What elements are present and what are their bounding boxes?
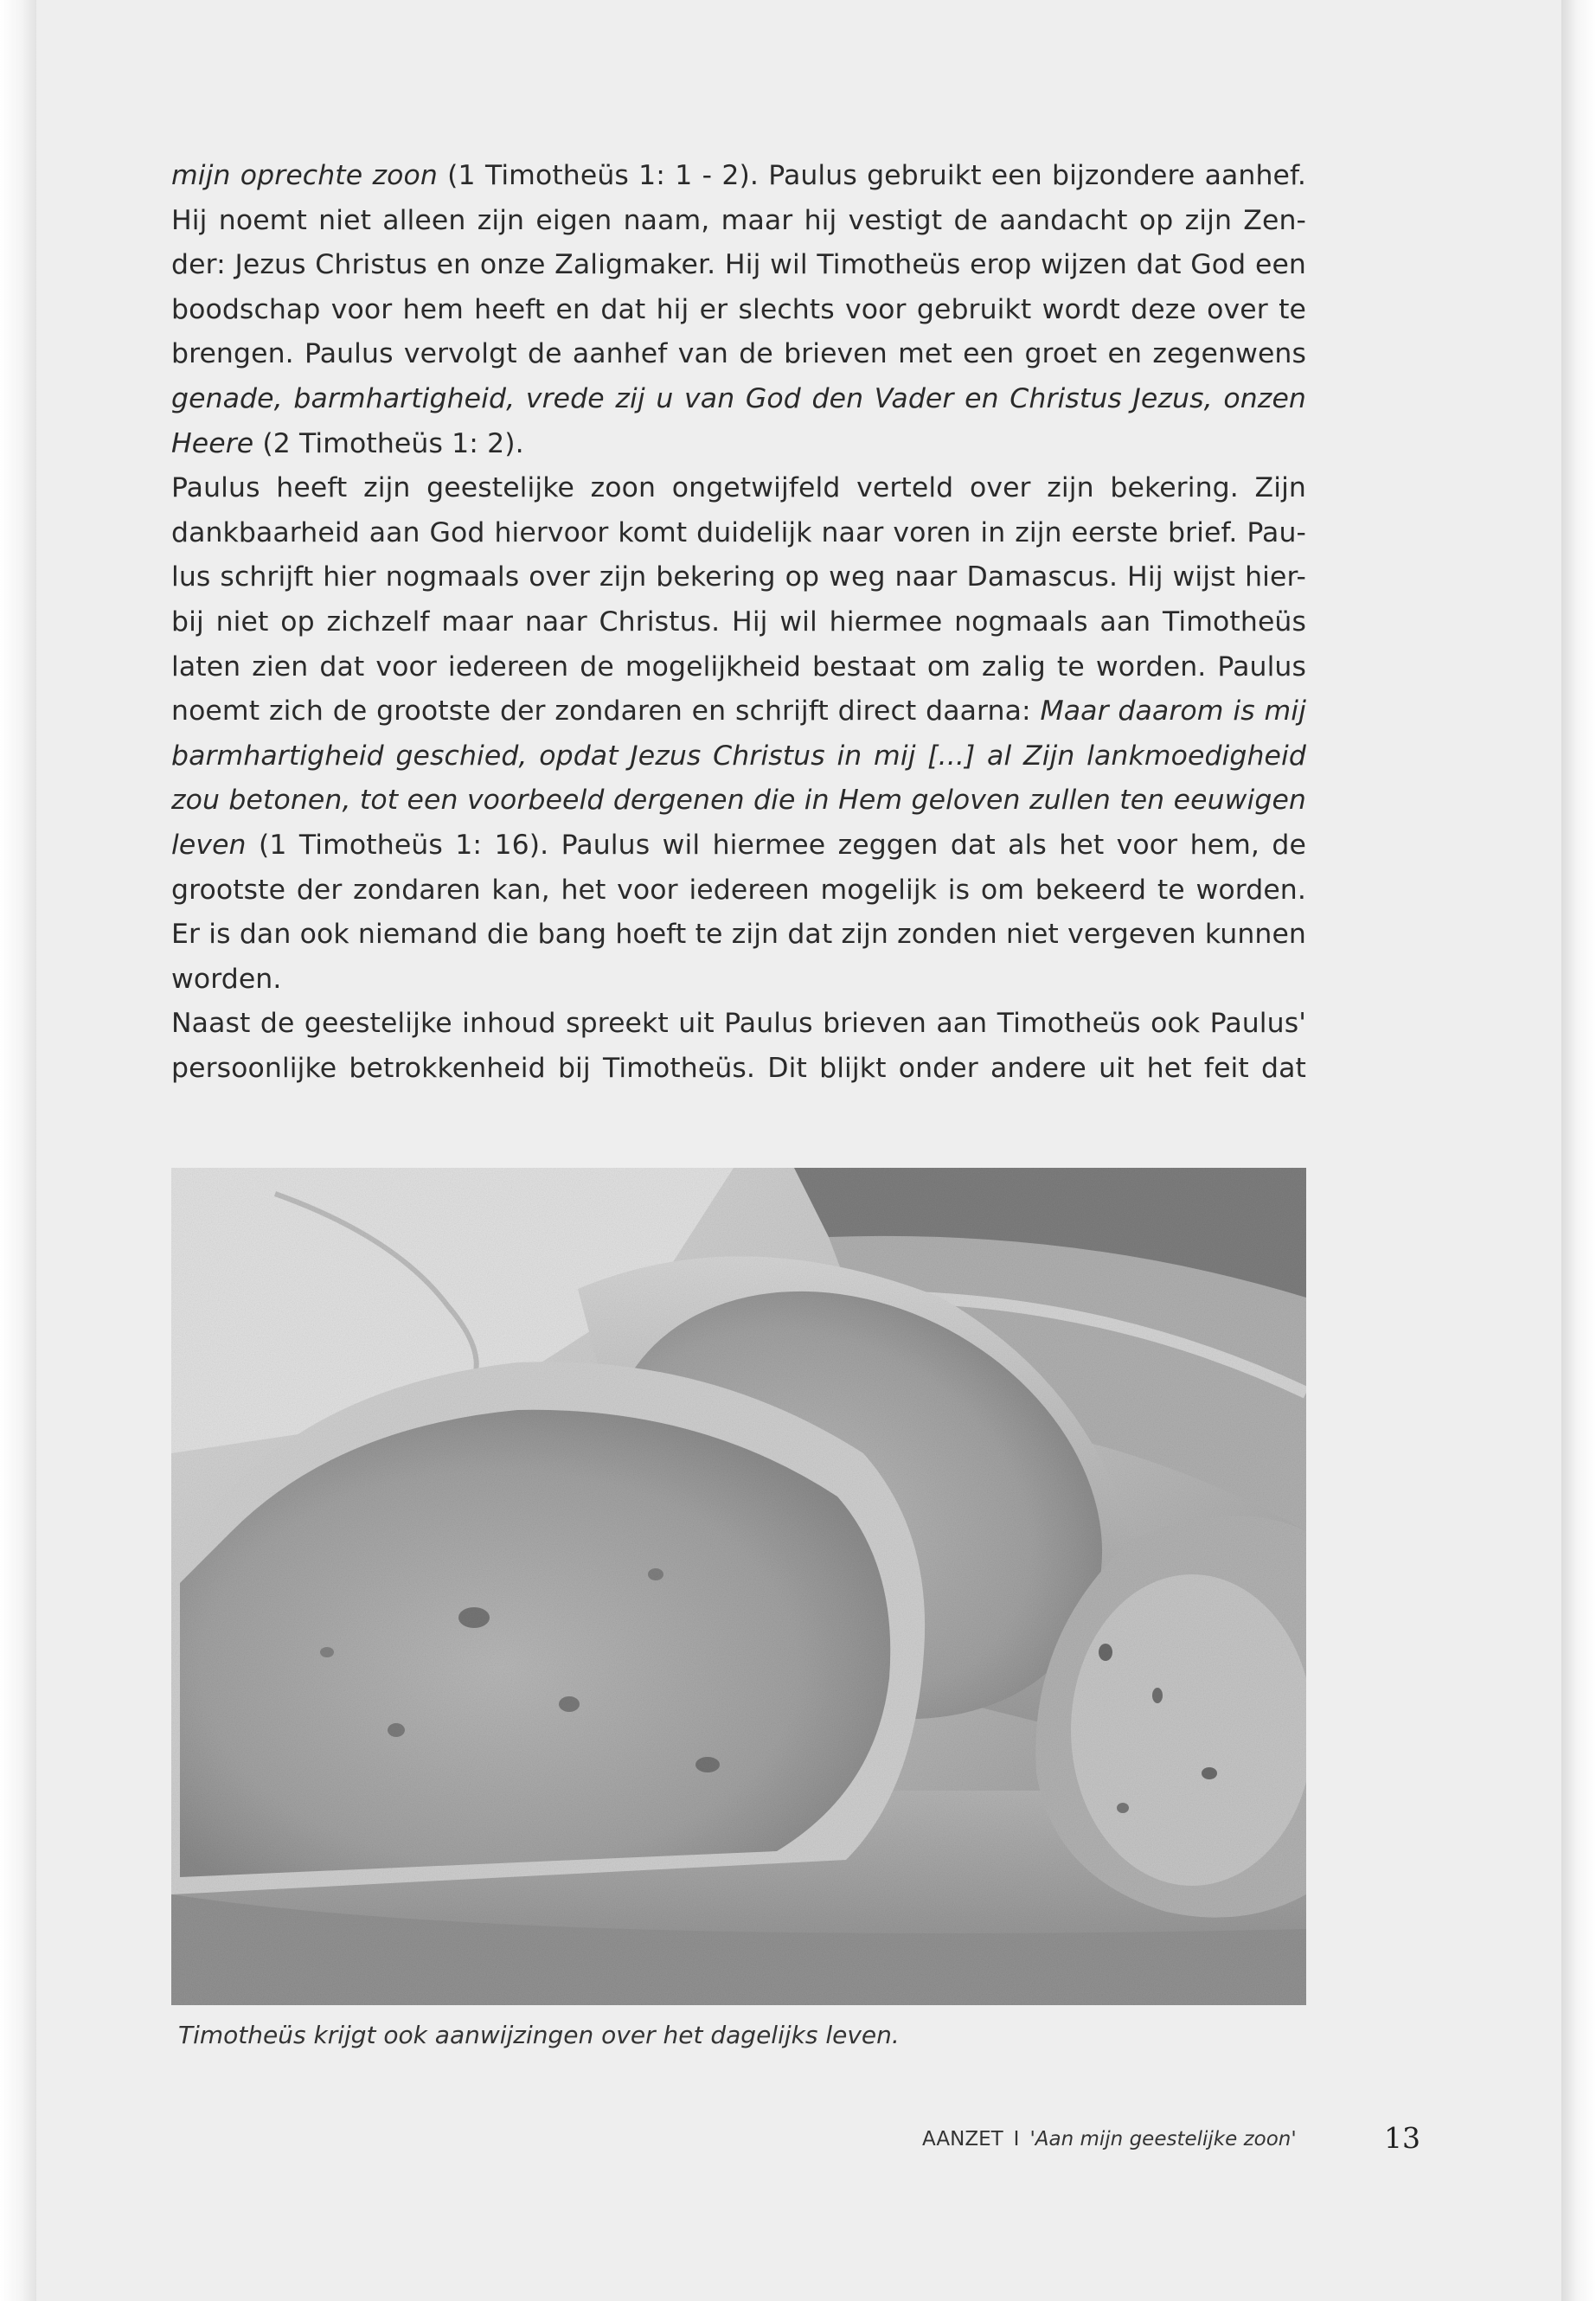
text-italic-quote: leven <box>171 829 247 861</box>
footer-separator: I <box>1013 2128 1020 2150</box>
text-italic-quote: Heere <box>171 427 254 459</box>
text-regular: (1 Timotheüs 1: 16). Paulus wil hiermee zeggen dat als het voor hem, de <box>246 829 1306 861</box>
text-italic-quote: Maar daarom is mij <box>1040 695 1306 727</box>
text-line <box>171 868 1306 913</box>
text-regular: persoonlijke betrokkenheid bij Timotheüs. Dit blijkt onder andere uit het feit dat <box>171 1052 1306 1084</box>
text-italic-quote: zou betonen, tot een voorbeeld dergenen die in Hem geloven zullen ten eeuwigen <box>171 785 1306 817</box>
footer-section: AANZET <box>922 2128 1003 2150</box>
text-regular: boodschap voor hem heeft en dat hij er slechts voor gebruikt wordt deze over te <box>171 293 1306 325</box>
text-regular: Hij noemt niet alleen zijn eigen naam, maar hij vestigt de aandacht op zijn Zen- <box>171 204 1306 236</box>
bread-photo <box>171 1168 1306 2005</box>
body-text <box>171 154 1306 1091</box>
text-regular: Er is dan ook niemand die bang hoeft te zijn dat zijn zonden niet vergeven kunnen <box>171 919 1306 951</box>
text-line <box>171 958 1306 1003</box>
text-regular: noemt zich de grootste der zondaren en schrijft direct daarna: <box>171 695 1041 727</box>
text-line <box>171 288 1306 333</box>
text-italic-quote: barmhartigheid geschied, opdat Jezus Christus in mij [...] al Zijn lankmoedigheid <box>171 740 1306 772</box>
text-line <box>171 779 1306 824</box>
text-line <box>171 511 1306 556</box>
text-italic-quote: mijn oprechte zoon <box>171 160 438 191</box>
text-line <box>171 555 1306 600</box>
text-italic-quote: genade, barmhartigheid, vrede zij u van God den Vader en Christus Jezus, onzen <box>171 382 1306 414</box>
text-line <box>171 332 1306 377</box>
text-line <box>171 645 1306 690</box>
text-regular: bij niet op zichzelf maar naar Christus. Hij wil hiermee nogmaals aan Timotheüs <box>171 606 1306 638</box>
text-regular: dankbaarheid aan God hiervoor komt duidelijk naar voren in zijn eerste brief. Pau- <box>171 516 1306 548</box>
text-line <box>171 824 1306 868</box>
text-line <box>171 734 1306 779</box>
running-footer <box>922 2128 1297 2150</box>
page-number: 13 <box>1384 2121 1420 2155</box>
text-line <box>171 243 1306 288</box>
scan-edge-right <box>1561 0 1596 2301</box>
text-regular: Paulus heeft zijn geestelijke zoon ongetwijfeld verteld over zijn bekering. Zijn <box>171 472 1306 504</box>
text-line <box>171 1002 1306 1047</box>
text-line <box>171 199 1306 244</box>
text-line <box>171 466 1306 511</box>
text-line <box>171 913 1306 958</box>
text-regular: worden. <box>171 963 282 995</box>
scan-edge-left <box>0 0 36 2301</box>
text-line <box>171 422 1306 467</box>
text-line <box>171 689 1306 734</box>
figure-caption: Timotheüs krijgt ook aanwijzingen over het dagelijks leven. <box>178 2021 900 2049</box>
text-regular: brengen. Paulus vervolgt de aanhef van de brieven met een groet en zegenwens <box>171 338 1306 370</box>
text-regular: (2 Timotheüs 1: 2). <box>253 427 524 459</box>
text-regular: der: Jezus Christus en onze Zaligmaker. Hij wil Timotheüs erop wijzen dat God een <box>171 249 1306 281</box>
text-regular: laten zien dat voor iedereen de mogelijkheid bestaat om zalig te worden. Paulus <box>171 651 1306 683</box>
footer-chapter-title: 'Aan mijn geestelijke zoon' <box>1029 2128 1297 2150</box>
text-line <box>171 377 1306 422</box>
text-line <box>171 154 1306 199</box>
text-line <box>171 1047 1306 1092</box>
text-regular: grootste der zondaren kan, het voor iedereen mogelijk is om bekeerd te worden. <box>171 874 1306 906</box>
text-regular: Naast de geestelijke inhoud spreekt uit Paulus brieven aan Timotheüs ook Paulus' <box>171 1008 1306 1040</box>
bread-illustration <box>171 1168 1306 2005</box>
text-line <box>171 600 1306 645</box>
text-regular: lus schrijft hier nogmaals over zijn bekering op weg naar Damascus. Hij wijst hier- <box>171 561 1306 593</box>
text-regular: (1 Timotheüs 1: 1 - 2). Paulus gebruikt een bijzondere aanhef. <box>437 160 1306 191</box>
